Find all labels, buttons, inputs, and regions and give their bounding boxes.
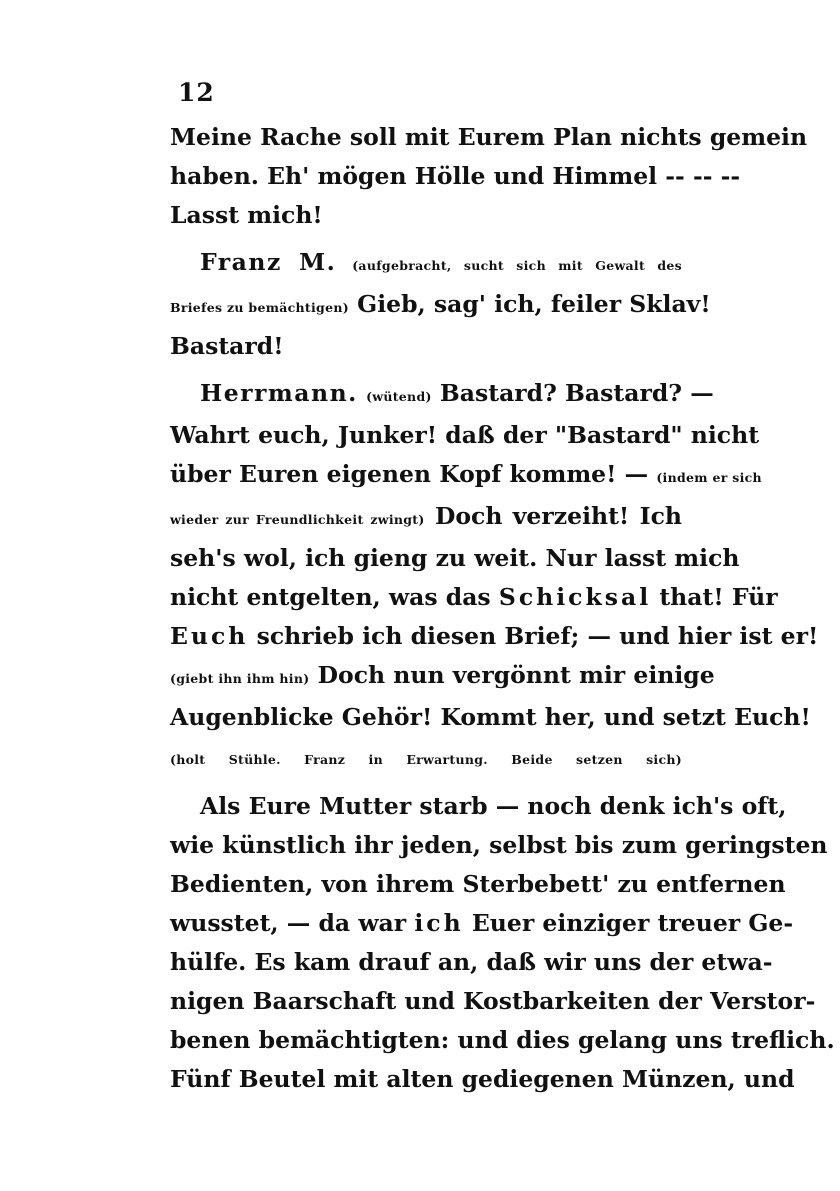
text-line [170, 737, 682, 779]
stage-direction: Briefes zu bemächtigen) [170, 300, 349, 315]
text-line: über Euren eigenen Kopf komme! — (indem er sich [170, 460, 762, 488]
text-line: Bedienten, von ihrem Sterbebett' zu entfernen [170, 870, 786, 898]
text-line: nigen Baarschaft und Kostbarkeiten der Verstor- [170, 987, 816, 1015]
speaker-name: Herrmann. [200, 379, 358, 407]
text-line: Als Eure Mutter starb — noch denk ich's oft, [200, 792, 787, 820]
stage-direction: (indem er sich [656, 470, 762, 485]
text-line [170, 243, 682, 285]
stage-direction: (aufgebracht, sucht sich mit Gewalt des [352, 258, 682, 273]
text-line: seh's wol, ich gieng zu weit. Nur lasst mich [170, 544, 740, 572]
page-text [170, 118, 835, 1099]
paragraph-gap [170, 235, 682, 243]
paragraph-gap [170, 779, 682, 787]
text-line: wie künstlich ihr jeden, selbst bis zum geringsten [170, 831, 828, 859]
text-line: Wahrt euch, Junker! daß der "Bastard" nicht [170, 421, 760, 449]
text-line: Briefes zu bemächtigen) Gieb, sag' ich, feiler Sklav! [170, 290, 711, 318]
emphasized-word: Euch [170, 622, 249, 650]
stage-direction: (wütend) [366, 389, 432, 404]
text-line: wieder zur Freundlichkeit zwingt) Doch verzeiht! Ich [170, 502, 682, 530]
text-line: Fünf Beutel mit alten gediegenen Münzen, und [170, 1065, 795, 1093]
text-line: nicht entgelten, was das Schicksal that! Für [170, 583, 778, 611]
page-number: 12 [178, 78, 215, 107]
stage-direction: (giebt ihn ihm hin) [170, 671, 310, 686]
text-line: Lasst mich! [170, 201, 323, 229]
text-line: hülfe. Es kam drauf an, daß wir uns der etwa- [170, 948, 773, 976]
speaker-name: Franz M. [200, 248, 337, 276]
text-line: Meine Rache soll mit Eurem Plan nichts gemein [170, 123, 808, 151]
paragraph-gap [170, 366, 682, 374]
text-line: wusstet, — da war ich Euer einziger treuer Ge- [170, 909, 794, 937]
emphasized-word: ich [414, 909, 464, 937]
emphasized-word: Schicksal [498, 583, 652, 611]
text-line: Euch schrieb ich diesen Brief; — und hier ist er! [170, 622, 819, 650]
text-line: Augenblicke Gehör! Kommt her, und setzt Euch! [170, 703, 811, 731]
text-line: haben. Eh' mögen Hölle und Himmel -- -- -- [170, 162, 741, 190]
text-line: Herrmann. (wütend) Bastard? Bastard? — [200, 379, 714, 407]
stage-direction: wieder zur Freundlichkeit zwingt) [170, 512, 425, 527]
text-line: benen bemächtigten: und dies gelang uns treflich. [170, 1026, 835, 1054]
text-line: (giebt ihn ihm hin) Doch nun vergönnt mir einige [170, 661, 715, 689]
text-line: Bastard! [170, 332, 284, 360]
stage-direction: (holt Stühle. Franz in Erwartung. Beide setzen sich) [170, 752, 682, 767]
